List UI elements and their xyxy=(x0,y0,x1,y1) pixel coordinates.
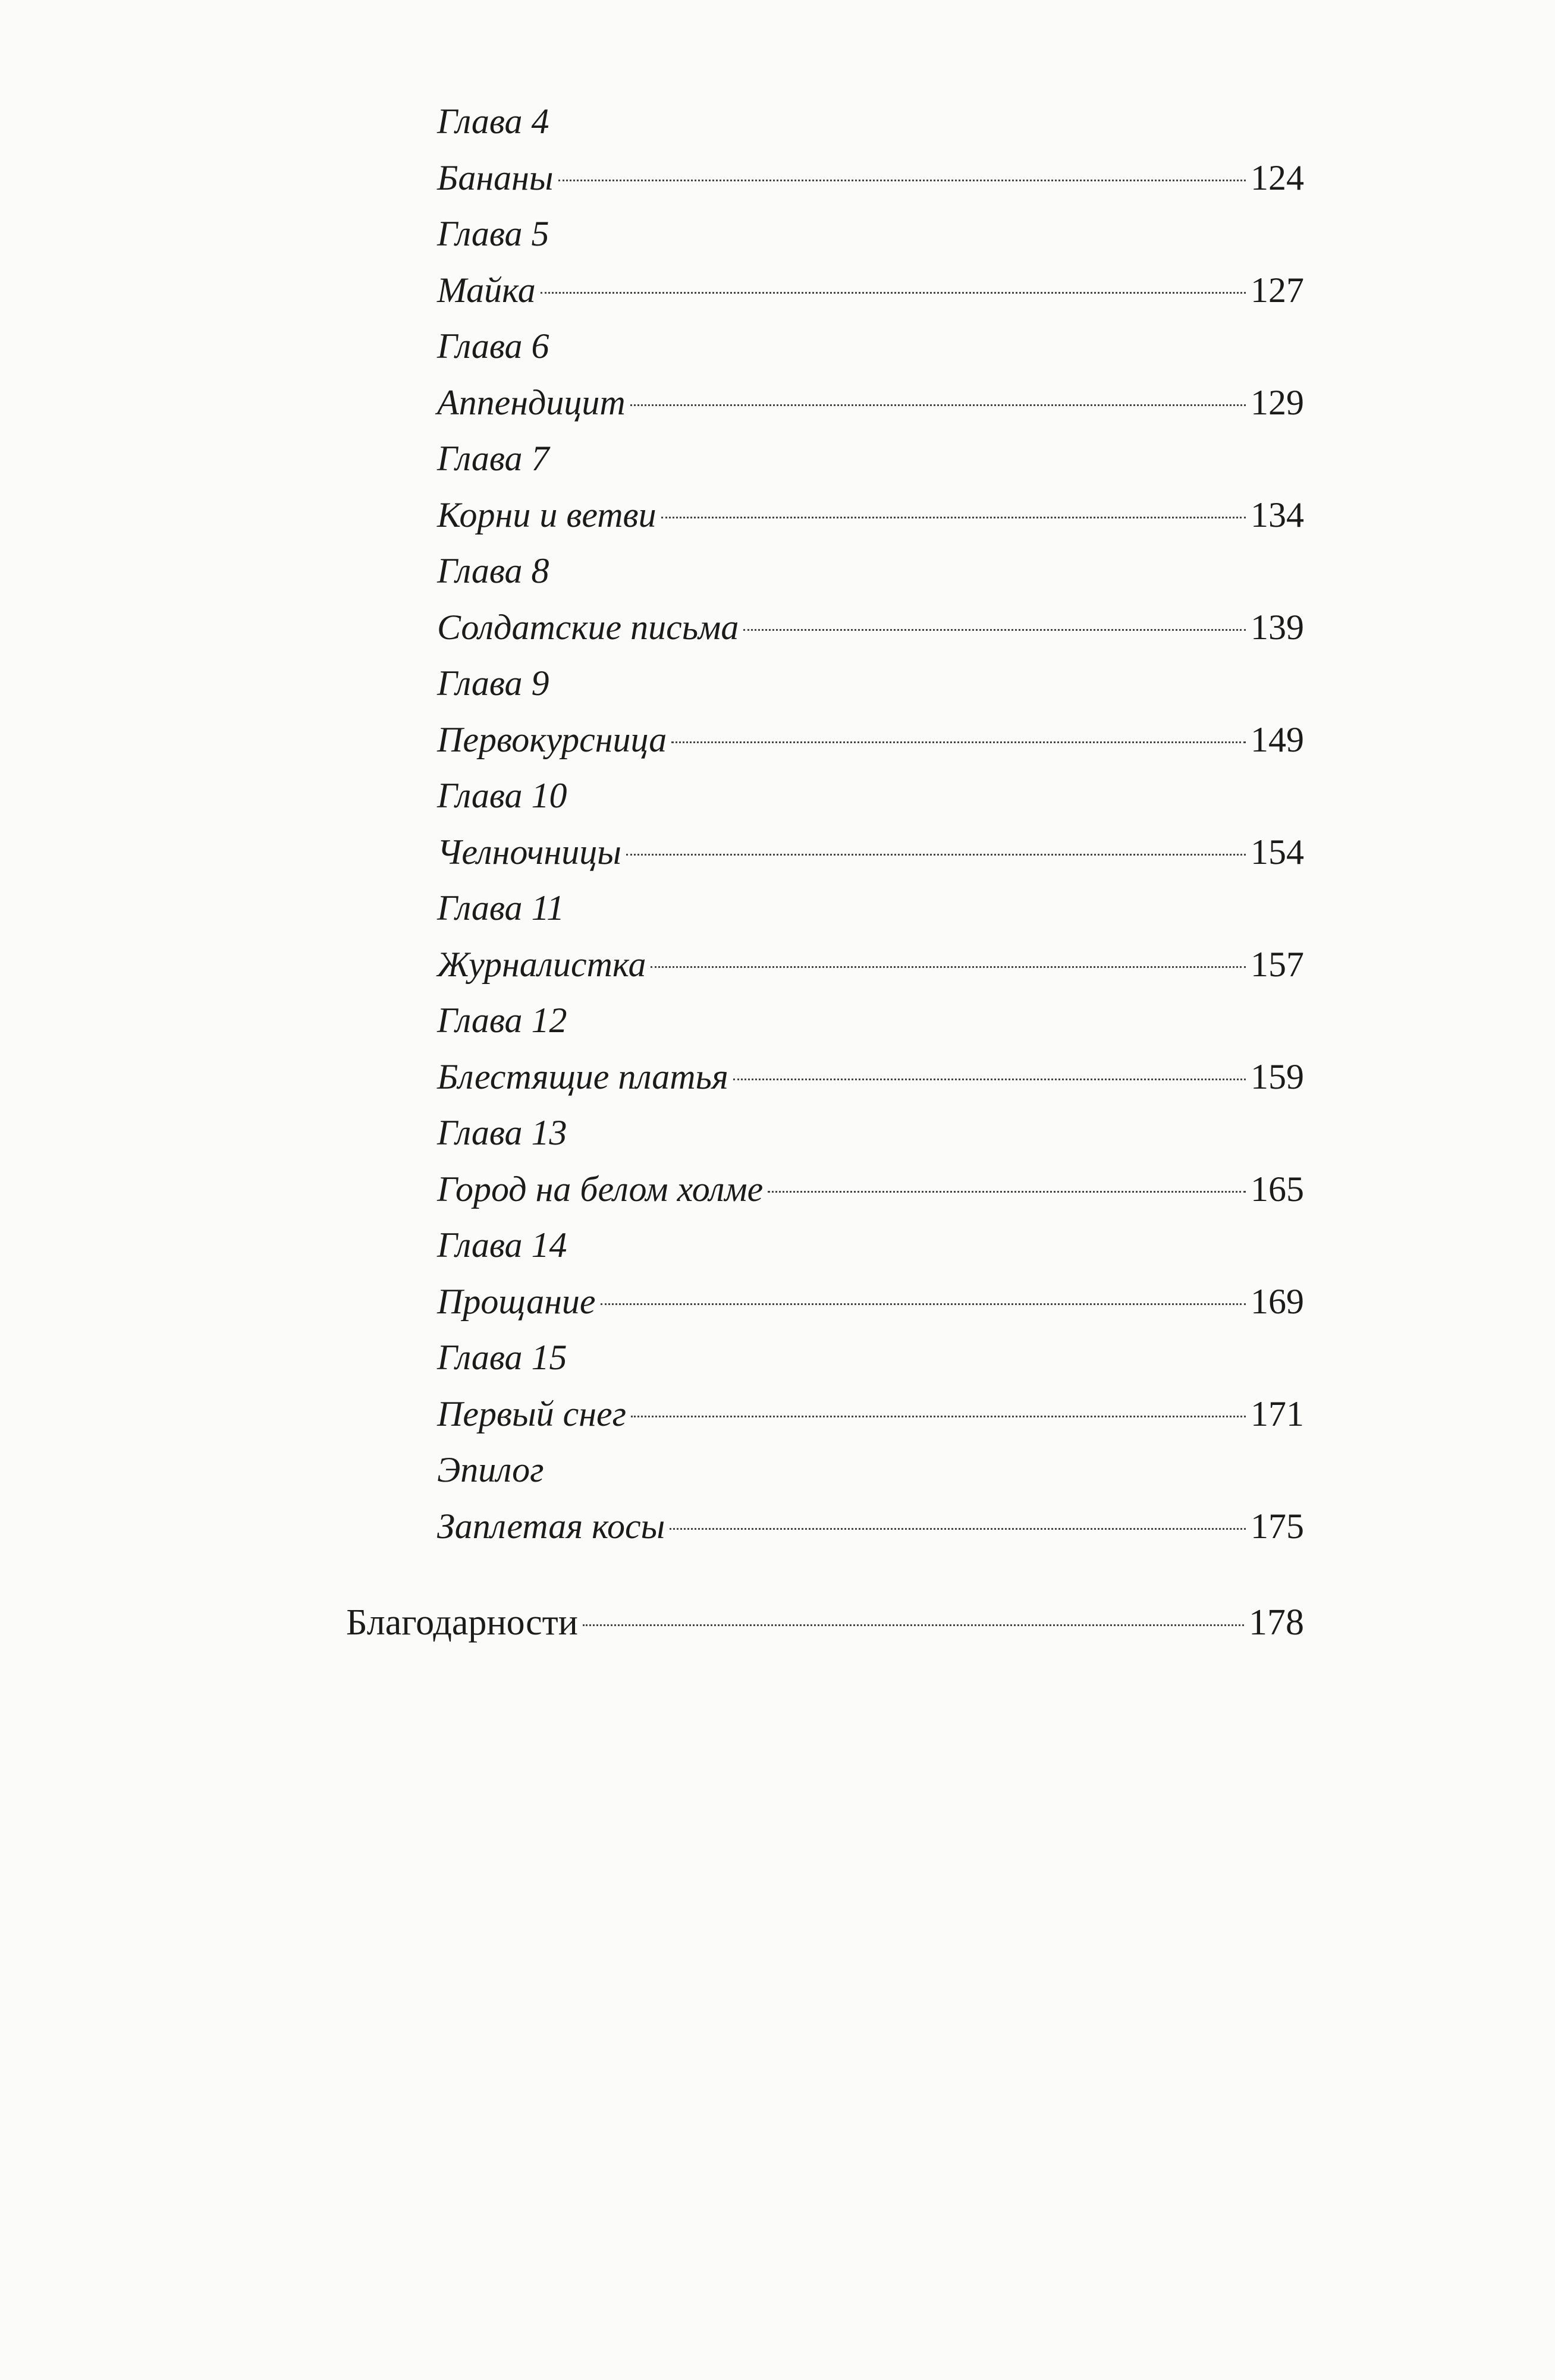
dot-leader xyxy=(601,1303,1246,1305)
toc-entry-page: 154 xyxy=(1251,832,1304,872)
toc-entry xyxy=(437,712,1304,768)
toc-entry-page: 139 xyxy=(1251,607,1304,647)
dot-leader xyxy=(626,854,1246,856)
toc-entry-title: Корни и ветви xyxy=(437,495,656,535)
toc-entry-title: Бананы xyxy=(437,158,554,197)
dot-leader xyxy=(670,1528,1246,1530)
chapter-label: Глава 8 xyxy=(437,551,549,590)
chapter-label: Глава 7 xyxy=(437,439,549,478)
table-of-contents xyxy=(437,93,1304,1554)
toc-entry-title: Журналистка xyxy=(437,944,646,984)
dot-leader xyxy=(671,741,1246,743)
toc-entry xyxy=(437,1049,1304,1105)
dot-leader xyxy=(733,1079,1246,1080)
toc-entry-title: Первый снег xyxy=(437,1394,627,1433)
toc-entry xyxy=(437,824,1304,881)
toc-entry-page: 171 xyxy=(1251,1394,1304,1433)
toc-entry xyxy=(437,150,1304,206)
dot-leader xyxy=(631,1416,1246,1417)
chapter-label: Эпилог xyxy=(437,1450,544,1489)
toc-entry-page: 157 xyxy=(1251,944,1304,984)
toc-entry-title: Челночницы xyxy=(437,832,621,872)
toc-entry-title: Первокурсница xyxy=(437,719,667,759)
toc-entry-page: 134 xyxy=(1251,495,1304,535)
toc-entry-title: Аппендицит xyxy=(437,382,626,422)
toc-entry xyxy=(437,262,1304,319)
toc-entry-page: 169 xyxy=(1251,1281,1304,1321)
chapter-label: Глава 13 xyxy=(437,1113,567,1152)
chapter-label: Глава 10 xyxy=(437,776,567,815)
dot-leader xyxy=(661,517,1246,518)
dot-leader xyxy=(558,180,1246,181)
toc-entry xyxy=(437,599,1304,656)
chapter-label: Глава 9 xyxy=(437,664,549,703)
toc-entry-title: Заплетая косы xyxy=(437,1506,665,1546)
toc-entry-title: Солдатские письма xyxy=(437,607,739,647)
dot-leader xyxy=(630,404,1246,406)
dot-leader xyxy=(541,292,1246,294)
chapter-label: Глава 15 xyxy=(437,1338,567,1377)
toc-entry xyxy=(437,375,1304,431)
toc-entry-title: Блестящие платья xyxy=(437,1057,728,1096)
toc-entry xyxy=(437,1386,1304,1442)
toc-entry-page: 127 xyxy=(1251,270,1304,310)
toc-entry-page: 159 xyxy=(1251,1057,1304,1096)
toc-entry-page: 165 xyxy=(1251,1169,1304,1209)
toc-entry-page: 149 xyxy=(1251,719,1304,759)
toc-entry-title: Благодарности xyxy=(346,1602,578,1643)
toc-entry-page: 178 xyxy=(1249,1602,1304,1643)
toc-entry-page: 175 xyxy=(1251,1506,1304,1546)
toc-entry-page: 129 xyxy=(1251,382,1304,422)
toc-entry-page: 124 xyxy=(1251,158,1304,197)
chapter-label: Глава 4 xyxy=(437,102,549,141)
dot-leader xyxy=(768,1191,1246,1193)
dot-leader xyxy=(583,1624,1244,1626)
dot-leader xyxy=(743,629,1246,631)
toc-entry-title: Прощание xyxy=(437,1281,596,1321)
toc-entry xyxy=(437,1498,1304,1555)
dot-leader xyxy=(651,966,1246,968)
chapter-label: Глава 5 xyxy=(437,214,549,253)
toc-entry xyxy=(437,1274,1304,1330)
chapter-label: Глава 14 xyxy=(437,1225,567,1265)
toc-entry-title: Город на белом холме xyxy=(437,1169,764,1209)
chapter-label: Глава 12 xyxy=(437,1001,567,1040)
toc-entry xyxy=(437,936,1304,993)
toc-entry-acknowledgements xyxy=(346,1595,1304,1651)
chapter-label: Глава 11 xyxy=(437,888,565,928)
toc-entry xyxy=(437,1161,1304,1218)
chapter-label: Глава 6 xyxy=(437,326,549,366)
toc-entry xyxy=(437,487,1304,543)
toc-entry-title: Майка xyxy=(437,270,536,310)
